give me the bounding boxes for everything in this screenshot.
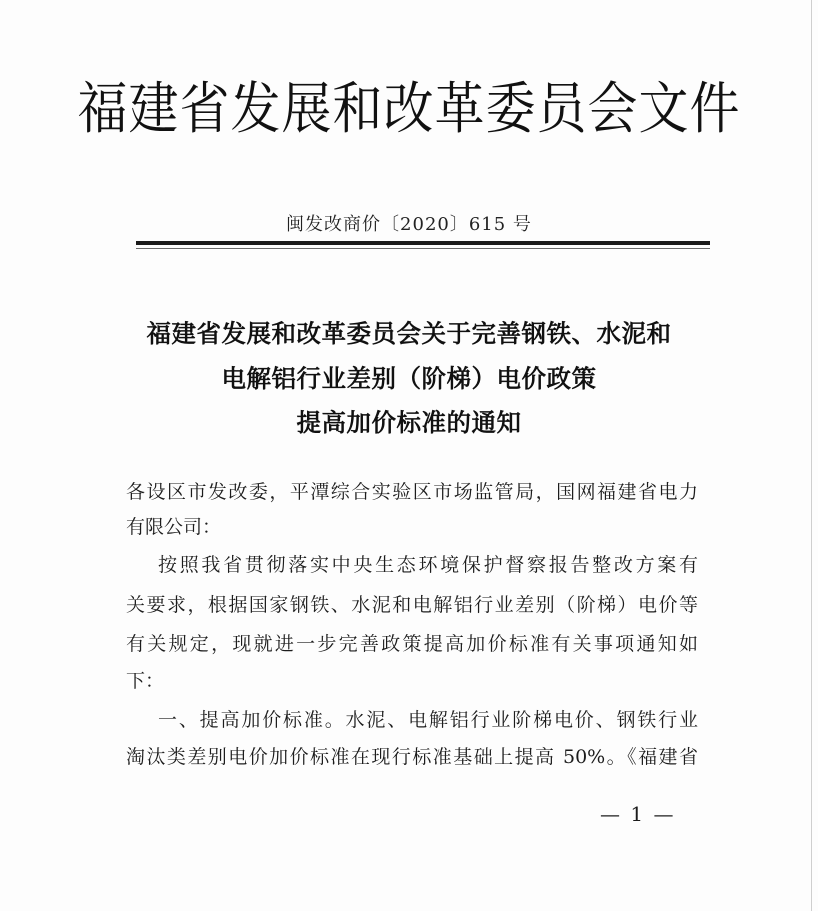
document-number: 闽发改商价〔2020〕615 号 bbox=[286, 214, 532, 235]
header-rule-thin bbox=[136, 248, 710, 249]
body-line-1: 各设区市发改委，平潭综合实验区市场监管局，国网福建省电力 bbox=[126, 481, 698, 503]
body-line-7: 一、提高加价标准。水泥、电解铝行业阶梯电价、钢铁行业 bbox=[158, 709, 698, 731]
body-line-2: 有限公司： bbox=[126, 516, 222, 538]
header-rule-thick bbox=[136, 241, 710, 245]
title-line-2: 电解铝行业差别（阶梯）电价政策 bbox=[221, 364, 597, 393]
title-line-1: 福建省发展和改革委员会关于完善钢铁、水泥和 bbox=[146, 319, 672, 348]
page-number: — 1 — bbox=[600, 802, 676, 826]
body-line-8: 淘汰类差别电价加价标准在现行标准基础上提高 50%。《福建省 bbox=[126, 746, 698, 768]
body-line-4: 关要求，根据国家钢铁、水泥和电解铝行业差别（阶梯）电价等 bbox=[126, 594, 698, 616]
body-line-3: 按照我省贯彻落实中央生态环境保护督察报告整改方案有 bbox=[158, 554, 698, 576]
body-line-6: 下： bbox=[126, 670, 165, 692]
agency-header: 福建省发展和改革委员会文件 bbox=[77, 76, 741, 142]
body-line-5: 有关规定，现就进一步完善政策提高加价标准有关事项通知如 bbox=[126, 633, 698, 655]
title-line-3: 提高加价标准的通知 bbox=[296, 408, 522, 437]
